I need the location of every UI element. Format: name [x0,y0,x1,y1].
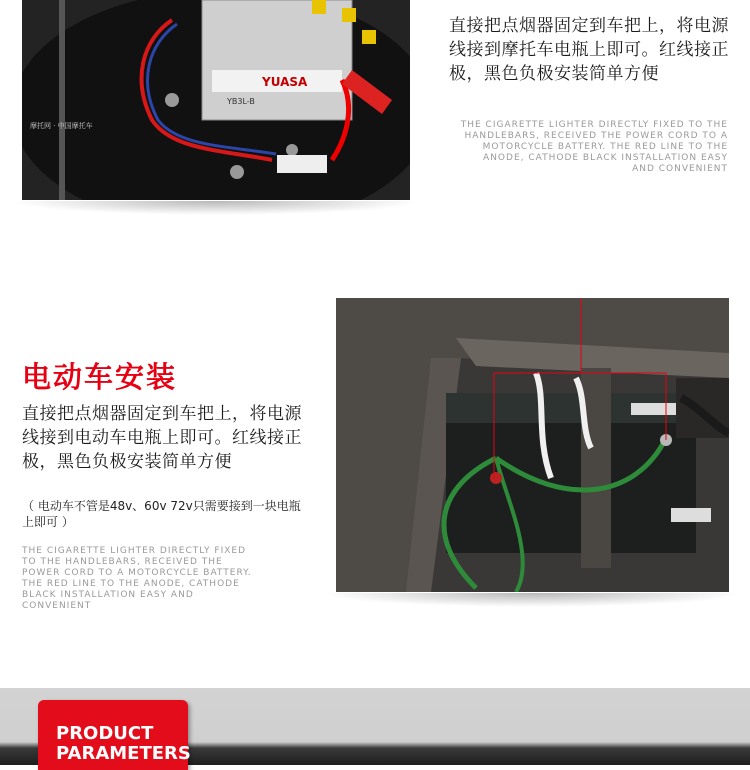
battery-model-text: YB3L-B [227,97,255,106]
motorcycle-install-text: 直接把点烟器固定到车把上，将电源线接到摩托车电瓶上即可。红线接正极，黑色负极安装简单方便 [449,16,729,84]
ebike-voltage-note: （ 电动车不管是48v、60v 72v只需要接到一块电瓶上即可 ） [22,499,301,529]
ebike-battery-photo [336,298,729,592]
battery-brand-text: YUASA [262,75,308,89]
photo1-shadow [10,201,422,215]
badge-line-2: PARAMETERS [56,743,191,764]
motorcycle-install-english: THE CIGARETTE LIGHTER DIRECTLY FIXED TO THE HANDLEBARS, RECEIVED THE POWER CORD TO A MOTORCYCLE BATTERY. THE RED LINE TO THE ANODE, CATHODE BLACK INSTALLATION EASY AND CONVENIENT [460,120,728,174]
photo-watermark: 摩托网 · 中国摩托车 [30,122,93,130]
motorcycle-battery-illustration [22,0,410,200]
ebike-install-text: 直接把点烟器固定到车把上，将电源线接到电动车电瓶上即可。红线接正极，黑色负极安装简单方便 [22,404,302,472]
photo2-shadow [320,593,745,607]
motorcycle-battery-photo [22,0,410,200]
product-parameters-badge [38,700,191,770]
section-title-ebike: 电动车安装 [22,360,178,394]
ebike-install-english: THE CIGARETTE LIGHTER DIRECTLY FIXED TO THE HANDLEBARS, RECEIVED THE POWER CORD TO A MOTORCYCLE BATTERY. THE RED LINE TO THE ANODE, CATHODE BLACK INSTALLATION EASY AND CONVENIENT [22,546,252,611]
badge-line-1: PRODUCT [56,723,154,744]
ebike-battery-illustration [336,298,729,592]
